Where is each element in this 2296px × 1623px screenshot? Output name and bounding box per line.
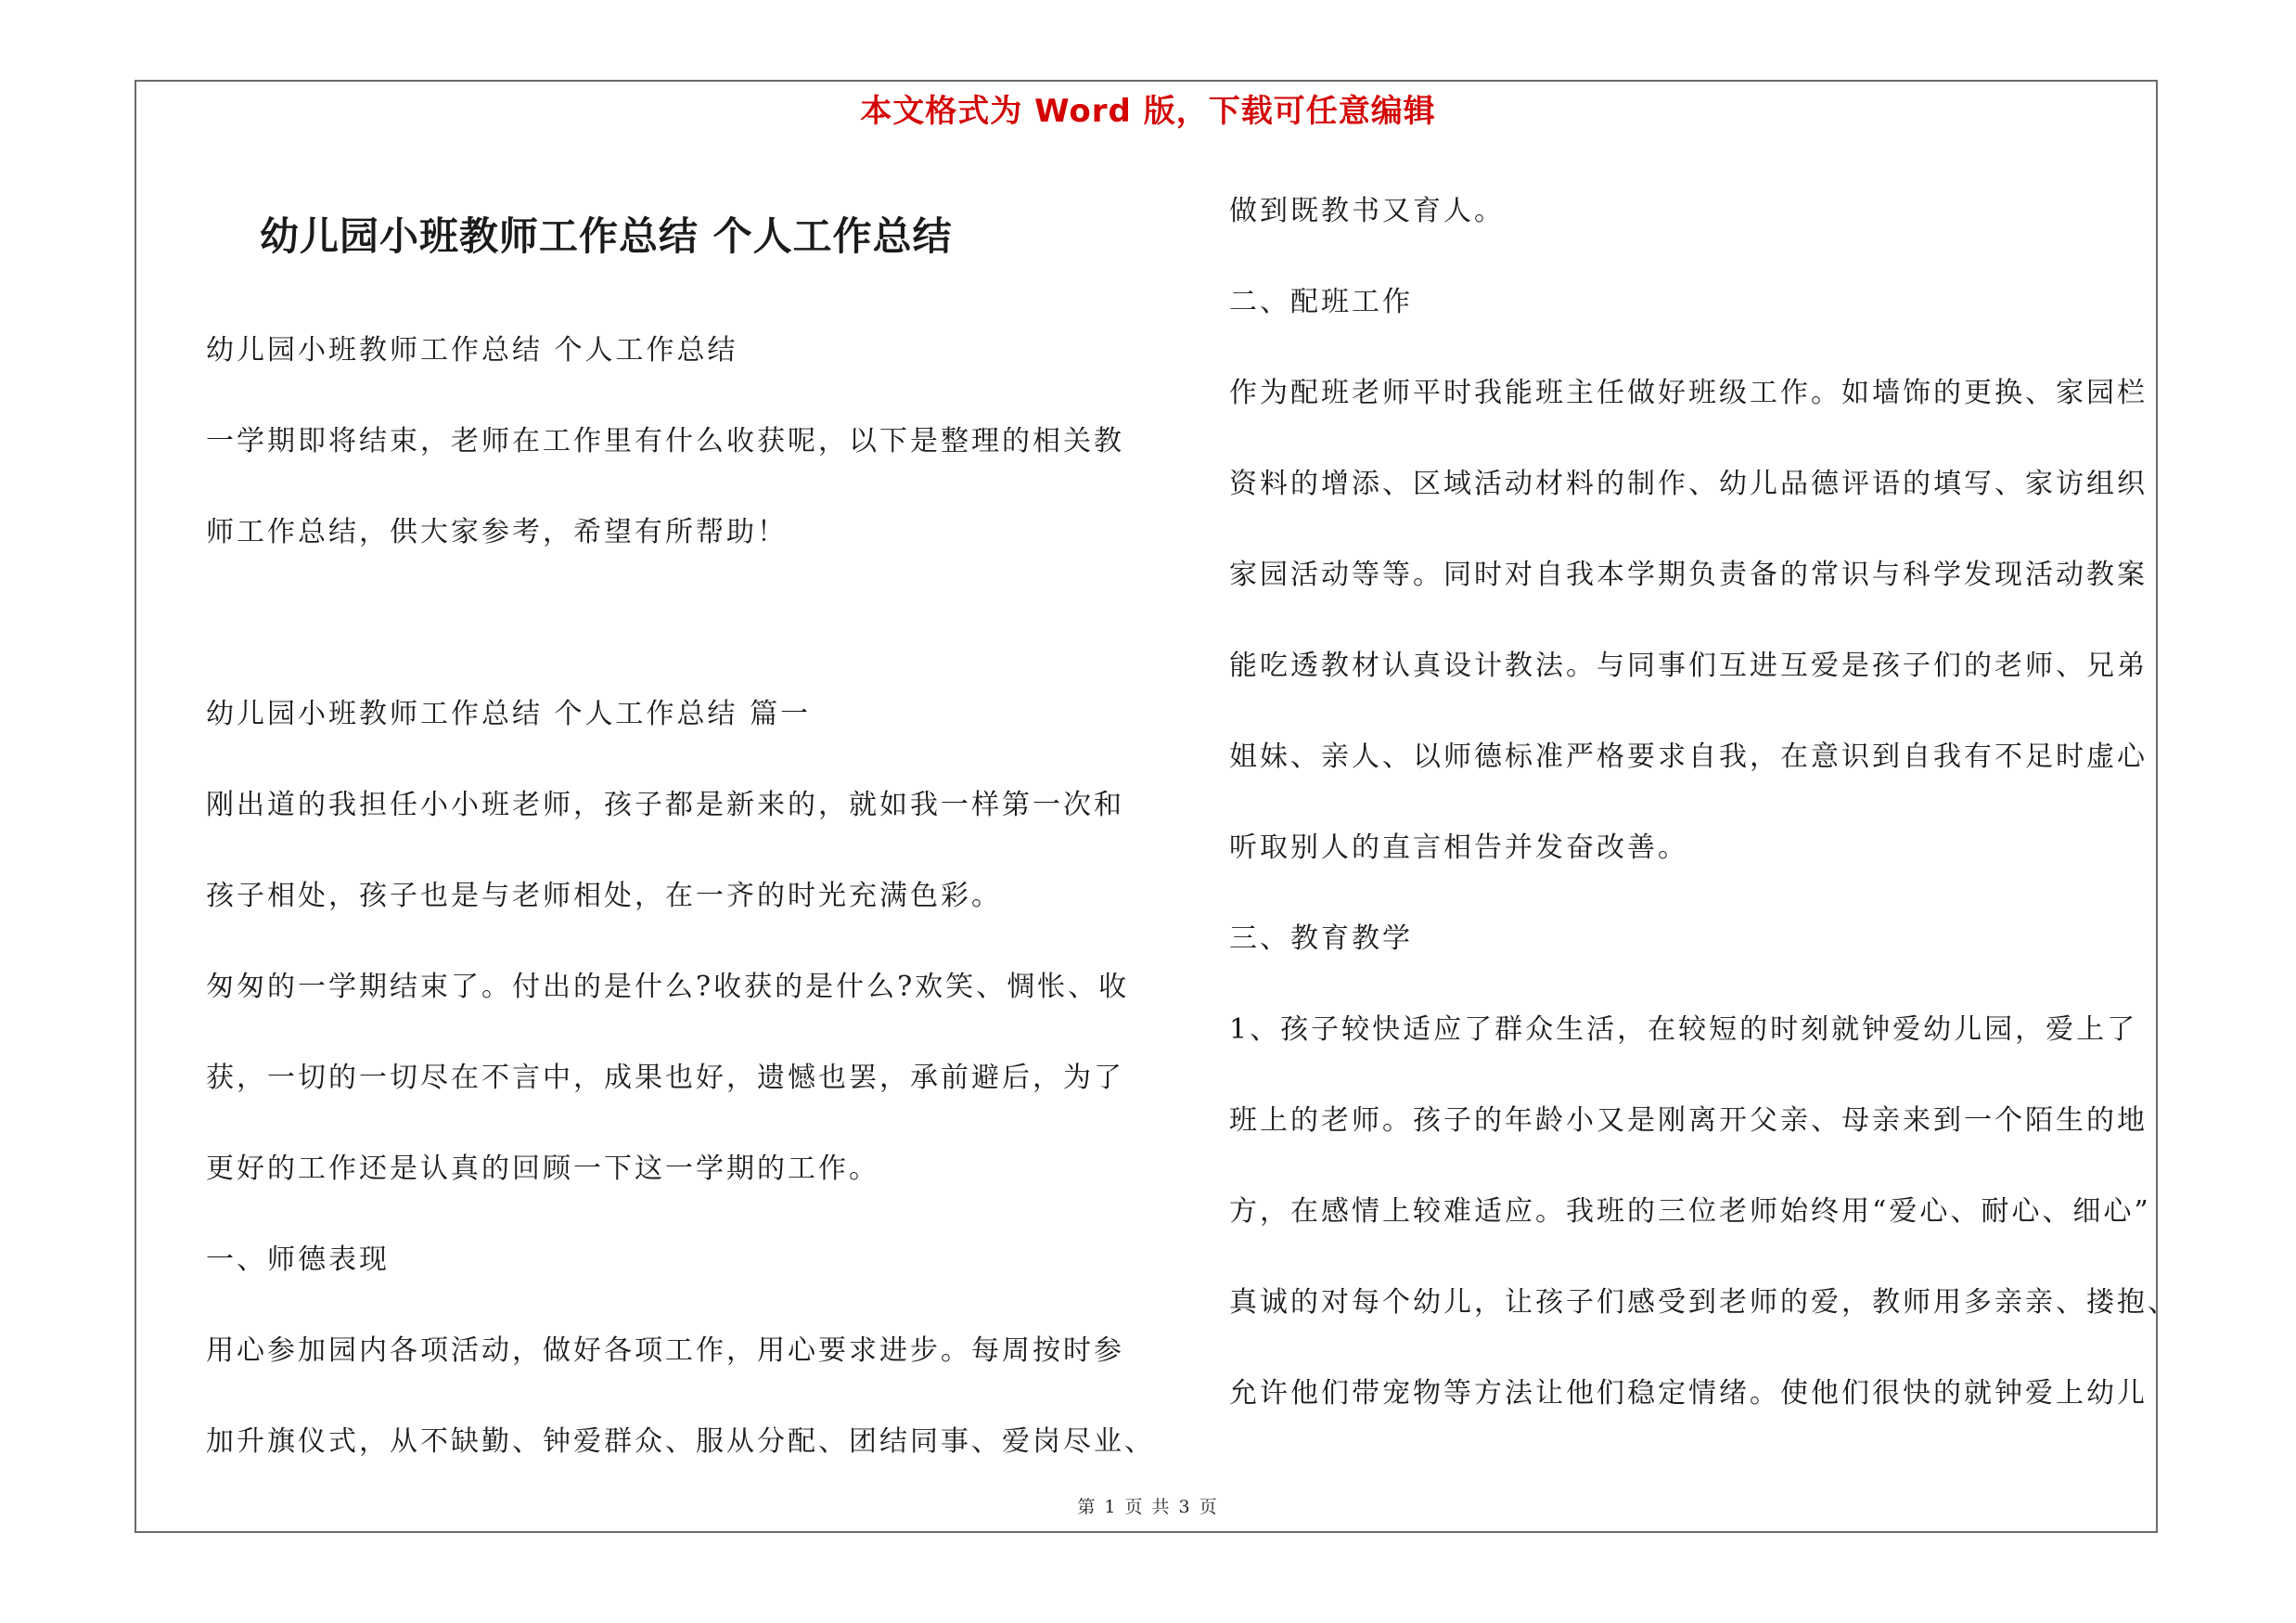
paragraph-line: 班上的老师。孩子的年龄小又是刚离开父亲、母亲来到一个陌生的地	[1229, 1104, 2148, 1137]
paragraph-line: 作为配班老师平时我能班主任做好班级工作。如墙饰的更换、家园栏	[1229, 377, 2148, 409]
paragraph-line: 姐妹、亲人、以师德标准严格要求自我，在意识到自我有不足时虚心	[1229, 741, 2148, 773]
paragraph-line: 一学期即将结束，老师在工作里有什么收获呢，以下是整理的相关教	[206, 425, 1124, 457]
format-banner: 本文格式为 Word 版，下载可任意编辑	[860, 93, 1436, 130]
section-heading: 一、师德表现	[206, 1243, 390, 1276]
paragraph-line: 方，在感情上较难适应。我班的三位老师始终用“爱心、耐心、细心”	[1229, 1195, 2151, 1228]
paragraph-line: 获，一切的一切尽在不言中，成果也好，遗憾也罢，承前避后，为了	[206, 1062, 1124, 1094]
paragraph-line: 允许他们带宠物等方法让他们稳定情绪。使他们很快的就钟爱上幼儿	[1229, 1377, 2148, 1410]
paragraph-line: 匆匆的一学期结束了。付出的是什么?收获的是什么?欢笑、惆怅、收	[206, 971, 1130, 1003]
paragraph-line: 听取别人的直言相告并发奋改善。	[1229, 831, 1688, 864]
section-heading: 二、配班工作	[1229, 286, 1413, 318]
paragraph-line: 能吃透教材认真设计教法。与同事们互进互爱是孩子们的老师、兄弟	[1229, 650, 2148, 682]
section-heading: 三、教育教学	[1229, 922, 1413, 955]
paragraph-line: 真诚的对每个幼儿，让孩子们感受到老师的爱，教师用多亲亲、搂抱、	[1229, 1286, 2178, 1319]
document-title: 幼儿园小班教师工作总结 个人工作总结	[260, 213, 953, 259]
page-number-footer: 第 1 页 共 3 页	[1077, 1497, 1219, 1517]
paragraph-line: 幼儿园小班教师工作总结 个人工作总结	[206, 334, 738, 367]
paragraph-line: 刚出道的我担任小小班老师，孩子都是新来的，就如我一样第一次和	[206, 789, 1124, 821]
paragraph-line: 用心参加园内各项活动，做好各项工作，用心要求进步。每周按时参	[206, 1334, 1124, 1367]
paragraph-line: 加升旗仪式，从不缺勤、钟爱群众、服从分配、团结同事、爱岗尽业、	[206, 1425, 1155, 1458]
paragraph-line: 孩子相处，孩子也是与老师相处，在一齐的时光充满色彩。	[206, 880, 1002, 912]
paragraph-line: 更好的工作还是认真的回顾一下这一学期的工作。	[206, 1153, 879, 1185]
section-heading: 幼儿园小班教师工作总结 个人工作总结 篇一	[206, 698, 812, 730]
paragraph-line: 做到既教书又育人。	[1229, 195, 1505, 227]
paragraph-line: 家园活动等等。同时对自我本学期负责备的常识与科学发现活动教案	[1229, 559, 2148, 591]
paragraph-line: 师工作总结，供大家参考，希望有所帮助！	[206, 516, 788, 548]
paragraph-line: 资料的增添、区域活动材料的制作、幼儿品德评语的填写、家访组织	[1229, 468, 2148, 500]
paragraph-line: 1、孩子较快适应了群众生活，在较短的时刻就钟爱幼儿园，爱上了	[1229, 1013, 2138, 1046]
